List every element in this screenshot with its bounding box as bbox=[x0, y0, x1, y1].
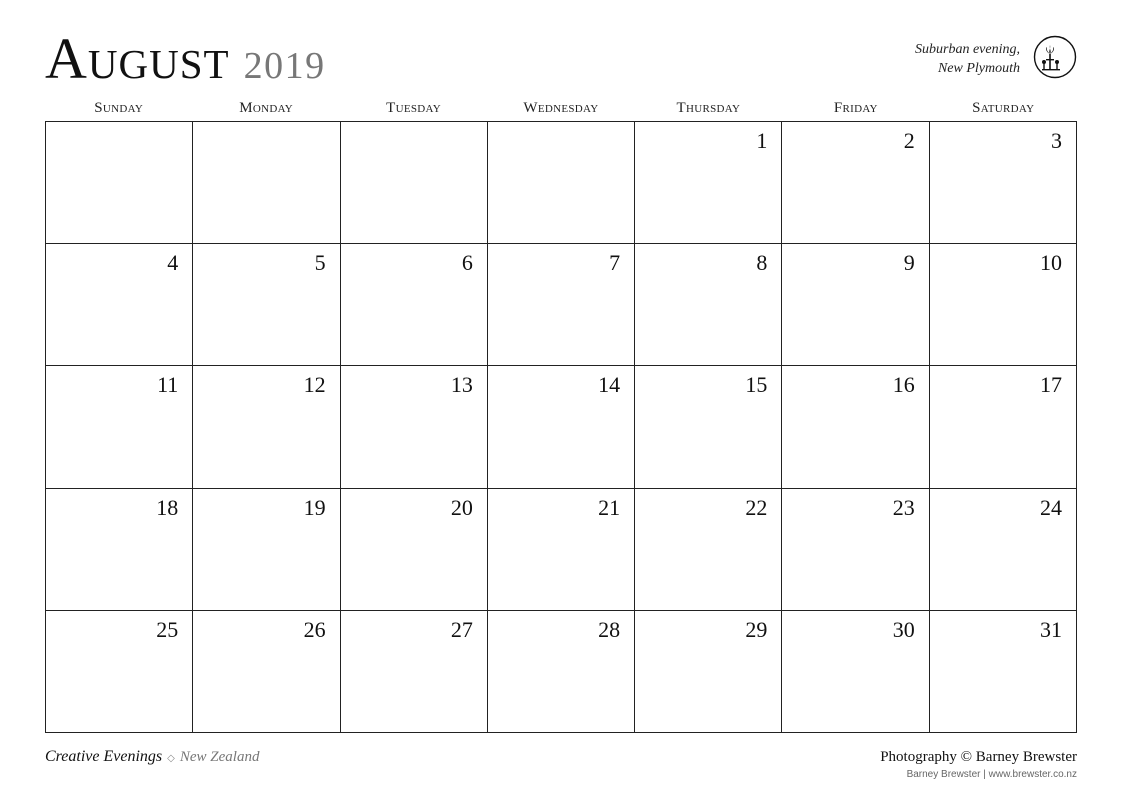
day-cell[interactable] bbox=[930, 366, 1077, 488]
day-cell[interactable] bbox=[488, 122, 635, 244]
day-cell[interactable] bbox=[193, 122, 340, 244]
fleur-moon-logo-icon bbox=[1033, 35, 1077, 79]
day-number: 25 bbox=[156, 616, 179, 642]
day-cell[interactable] bbox=[46, 366, 193, 488]
day-number: 19 bbox=[303, 494, 326, 520]
day-cell[interactable] bbox=[488, 611, 635, 733]
day-cell[interactable] bbox=[635, 122, 782, 244]
day-number: 8 bbox=[756, 250, 768, 276]
day-number: 22 bbox=[745, 494, 768, 520]
day-cell[interactable] bbox=[193, 611, 340, 733]
region-label: New Zealand bbox=[179, 749, 260, 765]
day-cell[interactable] bbox=[930, 122, 1077, 244]
day-cell[interactable] bbox=[930, 611, 1077, 733]
day-cell[interactable] bbox=[782, 244, 929, 366]
day-number: 26 bbox=[303, 616, 326, 642]
day-cell[interactable] bbox=[46, 244, 193, 366]
day-number: 12 bbox=[303, 372, 326, 398]
weekday-thursday: Thursday bbox=[676, 100, 741, 116]
photo-credit: Photography © Barney Brewster bbox=[880, 749, 1077, 765]
day-number: 11 bbox=[157, 372, 179, 398]
day-number: 4 bbox=[167, 250, 179, 276]
day-cell[interactable] bbox=[488, 244, 635, 366]
weekday-saturday: Saturday bbox=[972, 100, 1035, 116]
day-cell[interactable] bbox=[46, 122, 193, 244]
day-cell[interactable] bbox=[635, 611, 782, 733]
day-number: 23 bbox=[892, 494, 915, 520]
weekday-tuesday: Tuesday bbox=[386, 100, 441, 116]
day-cell[interactable] bbox=[782, 366, 929, 488]
day-cell[interactable] bbox=[930, 244, 1077, 366]
day-cell[interactable] bbox=[193, 366, 340, 488]
day-number: 7 bbox=[609, 250, 621, 276]
day-number: 28 bbox=[598, 616, 621, 642]
diamond-separator-icon: ◇ bbox=[167, 753, 175, 764]
day-number: 2 bbox=[903, 128, 915, 153]
day-number: 31 bbox=[1040, 616, 1062, 642]
day-cell[interactable] bbox=[341, 489, 488, 611]
weekday-wednesday: Wednesday bbox=[523, 100, 599, 116]
day-cell[interactable] bbox=[930, 489, 1077, 611]
day-number: 29 bbox=[745, 616, 768, 642]
day-cell[interactable] bbox=[341, 122, 488, 244]
day-number: 14 bbox=[598, 372, 621, 398]
day-number: 1 bbox=[756, 128, 768, 153]
day-number: 17 bbox=[1040, 372, 1062, 398]
brand-name: Creative Evenings bbox=[45, 748, 163, 765]
day-number: 13 bbox=[450, 372, 473, 398]
weekday-sunday: Sunday bbox=[94, 100, 144, 116]
day-number: 18 bbox=[156, 494, 179, 520]
day-number: 3 bbox=[1051, 128, 1062, 153]
day-cell[interactable] bbox=[193, 489, 340, 611]
caption-line-1: Suburban evening, bbox=[915, 42, 1020, 57]
page-title bbox=[45, 26, 326, 91]
year-title: 2019 bbox=[243, 45, 326, 87]
day-cell[interactable] bbox=[782, 122, 929, 244]
website-credit: Barney Brewster | www.brewster.co.nz bbox=[906, 769, 1077, 780]
photo-caption bbox=[915, 40, 1020, 78]
day-cell[interactable] bbox=[341, 611, 488, 733]
day-number: 9 bbox=[903, 250, 915, 276]
day-cell[interactable] bbox=[635, 244, 782, 366]
day-cell[interactable] bbox=[635, 489, 782, 611]
day-cell[interactable] bbox=[488, 489, 635, 611]
day-number: 21 bbox=[598, 494, 621, 520]
day-number: 20 bbox=[450, 494, 473, 520]
month-title: August bbox=[45, 26, 230, 91]
day-number: 15 bbox=[745, 372, 768, 398]
footer-brand bbox=[45, 748, 259, 766]
calendar-grid bbox=[45, 121, 1077, 733]
day-cell[interactable] bbox=[782, 489, 929, 611]
day-cell[interactable] bbox=[46, 611, 193, 733]
day-cell[interactable] bbox=[635, 366, 782, 488]
day-cell[interactable] bbox=[341, 244, 488, 366]
weekday-friday: Friday bbox=[833, 100, 878, 116]
day-number: 5 bbox=[314, 250, 326, 276]
day-number: 6 bbox=[461, 250, 473, 276]
day-cell[interactable] bbox=[341, 366, 488, 488]
caption-line-2: New Plymouth bbox=[937, 61, 1020, 76]
day-number: 16 bbox=[892, 372, 915, 398]
weekday-header-row bbox=[45, 100, 1077, 120]
day-cell[interactable] bbox=[193, 244, 340, 366]
day-cell[interactable] bbox=[782, 611, 929, 733]
weekday-monday: Monday bbox=[239, 100, 294, 116]
day-number: 30 bbox=[892, 616, 915, 642]
day-cell[interactable] bbox=[488, 366, 635, 488]
day-cell[interactable] bbox=[46, 489, 193, 611]
day-number: 10 bbox=[1040, 250, 1062, 276]
day-number: 24 bbox=[1040, 494, 1062, 520]
day-number: 27 bbox=[450, 616, 473, 642]
